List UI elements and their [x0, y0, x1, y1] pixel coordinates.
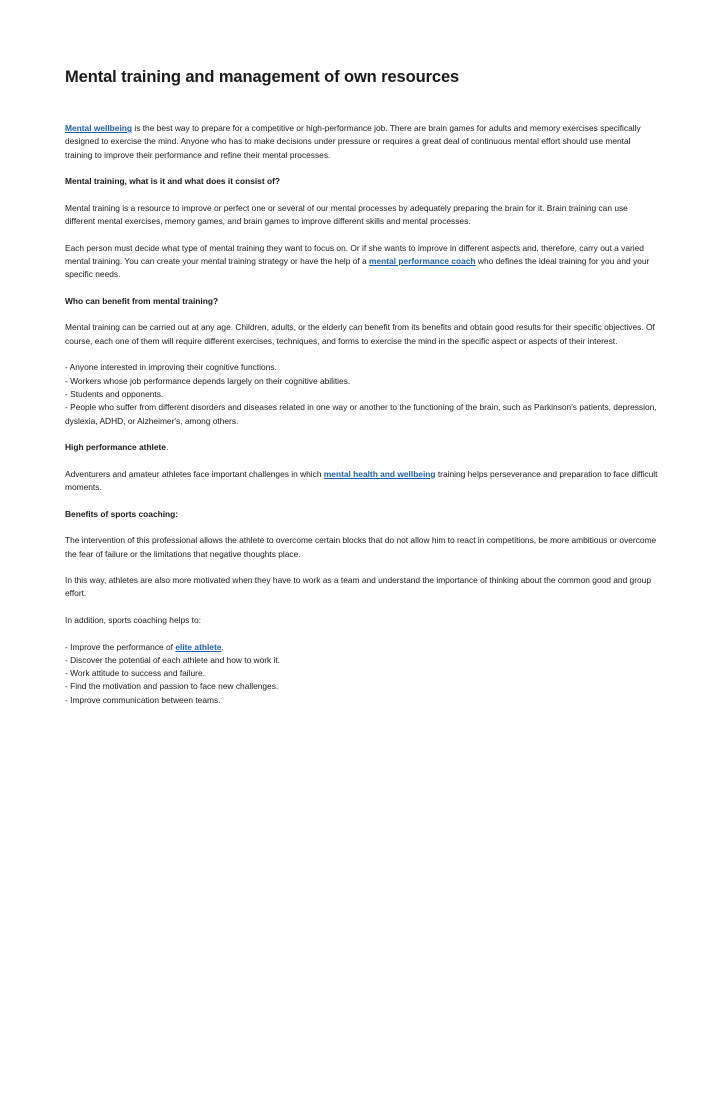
list-item: - Work attitude to success and failure. [65, 668, 205, 679]
section4-paragraph-2: In this way, athletes are also more motivated when they have to work as a team and understand the importance of thinking about the common good and group effort. [65, 575, 651, 599]
section3-paragraph-1 [65, 468, 659, 495]
list-item: - Workers whose job performance depends largely on their cognitive abilities. [65, 375, 351, 386]
list-item: - Students and opponents. [65, 388, 164, 399]
section2-paragraph-1: Mental training can be carried out at any age. Children, adults, or the elderly can benefit from its benefits and obtain good results for their specific objectives. Of course, each one of them will require different exercises, techniques, and forms to exercise the mind in the specific aspect or aspects of their interest. [65, 322, 655, 346]
beneficiaries-list [65, 361, 659, 427]
section3-p1-text-before: Adventurers and amateur athletes face important challenges in which [65, 468, 324, 479]
coaching-benefits-list [65, 641, 659, 707]
list-item: - Anyone interested in improving their cognitive functions. [65, 362, 277, 373]
section1-heading: Mental training, what is it and what does it consist of? [65, 176, 280, 187]
page-title: Mental training and management of own resources [65, 68, 460, 86]
section3-p1-text-after: training helps perseverance and preparation to face difficult moments. [65, 468, 658, 493]
list-item: - Find the motivation and passion to face new challenges. [65, 681, 279, 692]
section2-heading: Who can benefit from mental training? [65, 295, 219, 306]
document-body [65, 122, 659, 707]
mental-wellbeing-link[interactable]: Mental wellbeing [65, 123, 133, 133]
mental-performance-coach-link[interactable]: mental performance coach [369, 255, 476, 266]
section1-p2-text-before: Each person must decide what type of mental training they want to focus on. Or if she wants to improve in different aspects and, therefore, carry out a varied mental training. You can create your mental training strategy or have the help of a [65, 242, 644, 266]
list-item-text-before: - Improve the performance of [65, 641, 176, 652]
section4-paragraph-3: In addition, sports coaching helps to: [65, 614, 201, 625]
section1-paragraph-1: Mental training is a resource to improve or perfect one or several of our mental processes by adequately preparing the brain for it. Brain training can use different mental exercises, memory games, and brain games to improve different skills and mental processes. [65, 202, 628, 227]
list-item-text-after: . [221, 641, 224, 652]
section3-heading-line [65, 441, 659, 454]
document-page [65, 66, 659, 720]
section4-paragraph-1: The intervention of this professional allows the athlete to overcome certain blocks that do not allow him to react in competitions, be more ambitious or overcome the fear of failure or the limitations that negative thoughts place. [65, 535, 657, 559]
intro-text: is the best way to prepare for a competitive or high-performance job. There are brain games for adults and memory exercises specifically designed to exercise the mind. Anyone who has to make decisions under pressure or requires a great deal of continuous mental effort should use mental training to improve their performance and refine their mental processes. [65, 123, 641, 160]
section1-paragraph-2 [65, 242, 659, 282]
list-item [65, 641, 659, 654]
section3-heading-suffix: . [166, 442, 169, 453]
section1-p2-text-after: who defines the ideal training for you and your specific needs. [65, 255, 650, 280]
mental-health-and-wellbeing-link[interactable]: mental health and wellbeing [323, 468, 436, 479]
intro-paragraph [65, 122, 659, 162]
elite-athlete-link[interactable]: elite athlete [175, 641, 222, 652]
list-item: - People who suffer from different disorders and diseases related in one way or another to the functioning of the brain, such as Parkinson's patients, depression, dyslexia, ADHD, or Alzheimer's, among others. [65, 402, 657, 426]
list-item: - Discover the potential of each athlete and how to work it. [65, 654, 281, 665]
section4-heading: Benefits of sports coaching: [65, 508, 179, 519]
section3-heading: High performance athlete [65, 442, 166, 453]
list-item: - Improve communication between teams. [65, 694, 221, 705]
